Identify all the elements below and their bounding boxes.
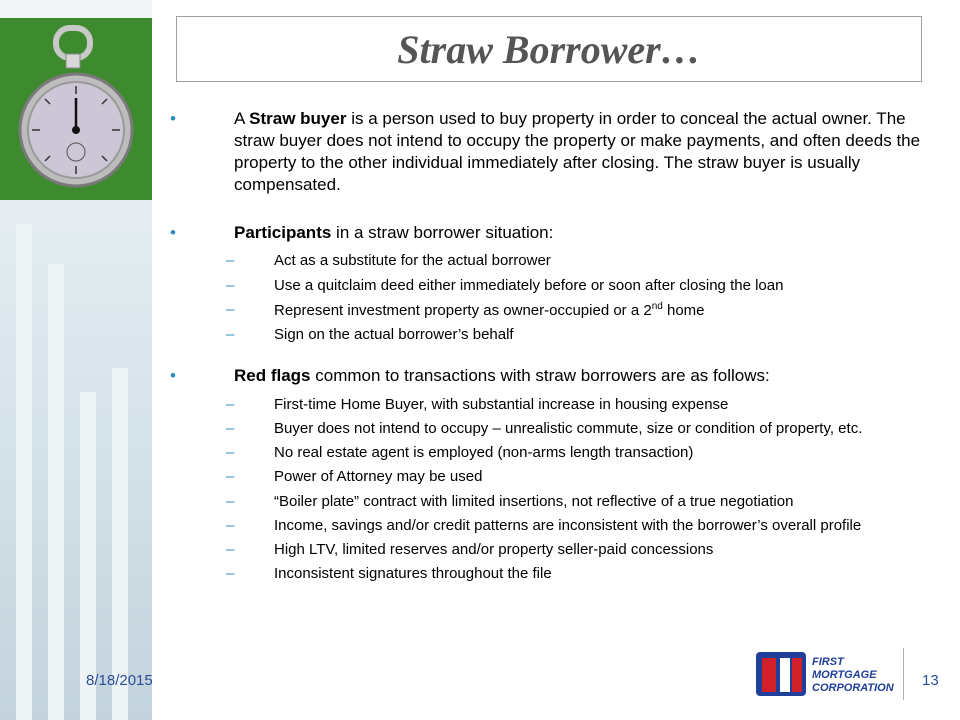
list-item-text: Represent investment property as owner-occupied or a 2 xyxy=(274,301,652,319)
list-item-text: Inconsistent signatures throughout the file xyxy=(274,565,552,583)
decor-bar xyxy=(80,392,96,720)
list-item xyxy=(170,396,930,413)
list-item-text: Act as a substitute for the actual borrower xyxy=(274,252,551,270)
dash-marker: – xyxy=(226,468,235,486)
list-item-text: Use a quitclaim deed either immediately before or soon after closing the loan xyxy=(274,276,784,294)
list-item-text: Sign on the actual borrower’s behalf xyxy=(274,326,514,344)
page-title: Straw Borrower… xyxy=(397,26,701,72)
list-item-text: “Boiler plate” contract with limited insertions, not reflective of a true negotiation xyxy=(274,492,794,510)
bullet-marker: • xyxy=(170,109,176,128)
dash-marker: – xyxy=(226,516,235,534)
dash-marker: – xyxy=(226,326,235,344)
bullet-text: common to transactions with straw borrowers are as follows: xyxy=(315,366,770,386)
dash-marker: – xyxy=(226,419,235,437)
dash-marker: – xyxy=(226,565,235,583)
first-mortgage-logo-icon xyxy=(752,648,904,700)
bullet-text: is a person used to buy property in order to conceal the actual owner. The straw buyer does not intend to occupy the property or make payments, and often deeds the property to the other individual immediately after closing. The straw buyer is usually compensated. xyxy=(234,109,921,195)
list-item xyxy=(170,493,930,510)
bullet-marker: • xyxy=(170,223,176,243)
logo-line-2: MORTGAGE xyxy=(812,669,877,681)
dash-marker: – xyxy=(226,541,235,559)
dash-marker: – xyxy=(226,444,235,462)
list-item xyxy=(170,517,930,534)
page-number: 13 xyxy=(922,672,939,689)
list-item-text: First-time Home Buyer, with substantial increase in housing expense xyxy=(274,395,729,413)
stopwatch-image xyxy=(0,18,152,200)
dash-marker: – xyxy=(226,300,235,318)
decor-bar xyxy=(112,368,128,720)
bullet-term: Straw buyer xyxy=(249,109,347,128)
decor-bar xyxy=(16,224,32,720)
list-item xyxy=(170,565,930,582)
bullet-prefix: A xyxy=(234,109,245,128)
stopwatch-icon xyxy=(0,18,152,200)
dash-marker: – xyxy=(226,492,235,510)
logo-line-3: CORPORATION xyxy=(812,682,894,694)
slide-content xyxy=(170,108,930,599)
company-logo xyxy=(752,648,904,700)
list-item xyxy=(170,277,930,294)
superscript: nd xyxy=(651,300,663,312)
footer-date: 8/18/2015 xyxy=(86,672,153,689)
bullet-term: Participants xyxy=(234,223,332,243)
list-item xyxy=(170,301,930,319)
title-box xyxy=(176,16,922,82)
red-flags-group xyxy=(170,365,930,582)
list-item xyxy=(170,326,930,343)
dash-marker: – xyxy=(226,252,235,270)
logo-line-1: FIRST xyxy=(812,656,844,668)
list-item xyxy=(170,444,930,461)
list-item xyxy=(170,420,930,437)
list-item-text: Power of Attorney may be used xyxy=(274,468,483,486)
bullet-term: Red flags xyxy=(234,366,311,386)
list-item-text: No real estate agent is employed (non-arms length transaction) xyxy=(274,444,694,462)
list-item xyxy=(170,541,930,558)
bullet-marker: • xyxy=(170,366,176,386)
participants-group xyxy=(170,222,930,343)
footer-divider xyxy=(903,648,904,700)
list-item xyxy=(170,468,930,485)
list-item xyxy=(170,252,930,269)
bullet-text: in a straw borrower situation: xyxy=(336,223,554,243)
bullet-red-flags xyxy=(170,365,930,387)
dash-marker: – xyxy=(226,276,235,294)
list-item-text: Income, savings and/or credit patterns are inconsistent with the borrower’s overall profile xyxy=(274,516,862,534)
bullet-participants xyxy=(170,222,930,244)
list-item-text: High LTV, limited reserves and/or property seller-paid concessions xyxy=(274,541,714,559)
decor-bar xyxy=(48,264,64,720)
list-item-text: Buyer does not intend to occupy – unrealistic commute, size or condition of property, etc. xyxy=(274,419,863,437)
bullet-straw-buyer xyxy=(170,108,930,196)
dash-marker: – xyxy=(226,395,235,413)
list-item-text: home xyxy=(667,301,705,319)
